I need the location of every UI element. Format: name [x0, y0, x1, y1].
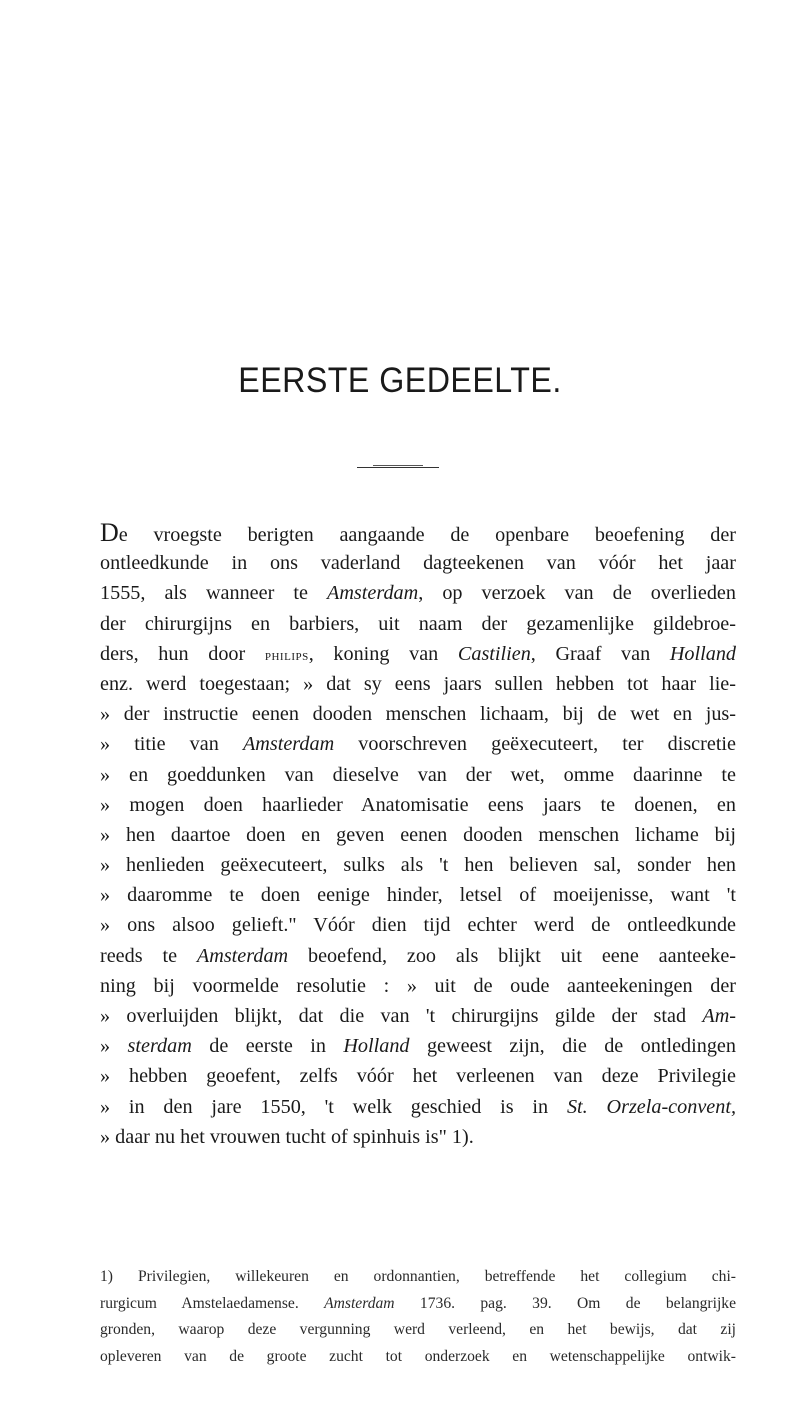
- text-line: » mogen doen haarlieder Anatomisatie eens jaars te doenen, en: [100, 793, 736, 816]
- text-line: ontleedkunde in ons vaderland dagteekenen van vóór het jaar: [100, 552, 736, 575]
- text-line: ders, hun door philips, koning van Castilien, Graaf van Holland: [100, 642, 737, 665]
- text-line: » daar nu het vrouwen tucht of spinhuis is" 1).: [100, 1125, 474, 1148]
- ornamental-rule: [357, 467, 439, 468]
- body-text: [100, 518, 736, 1152]
- text-line: De vroegste berigten aangaande de openbare beoefening der: [100, 518, 736, 547]
- text-line: » overluijden blijkt, dat die van 't chirurgijns gilde der stad Am-: [100, 1005, 736, 1027]
- text-line: der chirurgijns en barbiers, uit naam der gezamenlijke gildebroe-: [100, 612, 736, 635]
- text-line: » hen daartoe doen en geven eenen dooden menschen lichame bij: [100, 823, 736, 846]
- text-line: ning bij voormelde resolutie : » uit de oude aanteekeningen der: [100, 974, 736, 997]
- text-line: » der instructie eenen dooden menschen lichaam, bij de wet en jus-: [100, 703, 736, 726]
- text-line: » henlieden geëxecuteert, sulks als 't hen believen sal, sonder hen: [100, 854, 736, 877]
- footnote-line: gronden, waarop deze vergunning werd verleend, en het bewijs, dat zij: [100, 1321, 736, 1338]
- text-line: reeds te Amsterdam beoefend, zoo als blijkt uit eene aanteeke-: [100, 944, 737, 967]
- text-line: » ons alsoo gelieft." Vóór dien tijd echter werd de ontleedkunde: [100, 914, 736, 937]
- text-line: » in den jare 1550, 't welk geschied is in St. Orzela-convent,: [100, 1095, 737, 1118]
- footnote-line: 1) Privilegien, willekeuren en ordonnantien, betreffende het collegium chi-: [100, 1268, 736, 1285]
- drop-cap: D: [100, 518, 119, 547]
- text-line: 1555, als wanneer te Amsterdam, op verzoek van de overlieden: [100, 582, 736, 605]
- footnote-line: opleveren van de groote zucht tot onderzoek en wetenschappelijke ontwik-: [100, 1347, 736, 1365]
- text-line: enz. werd toegestaan; » dat sy eens jaars sullen hebben tot haar lie-: [100, 672, 736, 695]
- text-line: » sterdam de eerste in Holland geweest zijn, die de ontledingen: [100, 1035, 736, 1058]
- text-line: » hebben geoefent, zelfs vóór het verleenen van deze Privilegie: [100, 1065, 736, 1088]
- text-line: » titie van Amsterdam voorschreven geëxecuteert, ter discretie: [100, 733, 736, 756]
- chapter-heading: EERSTE GEDEELTE.: [238, 361, 562, 401]
- text-line: » daaromme te doen eenige hinder, letsel of moeijenisse, want 't: [100, 884, 736, 907]
- footnote-line: rurgicum Amstelaedamense. Amsterdam 1736. pag. 39. Om de belangrijke: [100, 1294, 736, 1312]
- footnote: [100, 1264, 736, 1370]
- text-line: » en goeddunken van dieselve van der wet, omme daarinne te: [100, 763, 736, 786]
